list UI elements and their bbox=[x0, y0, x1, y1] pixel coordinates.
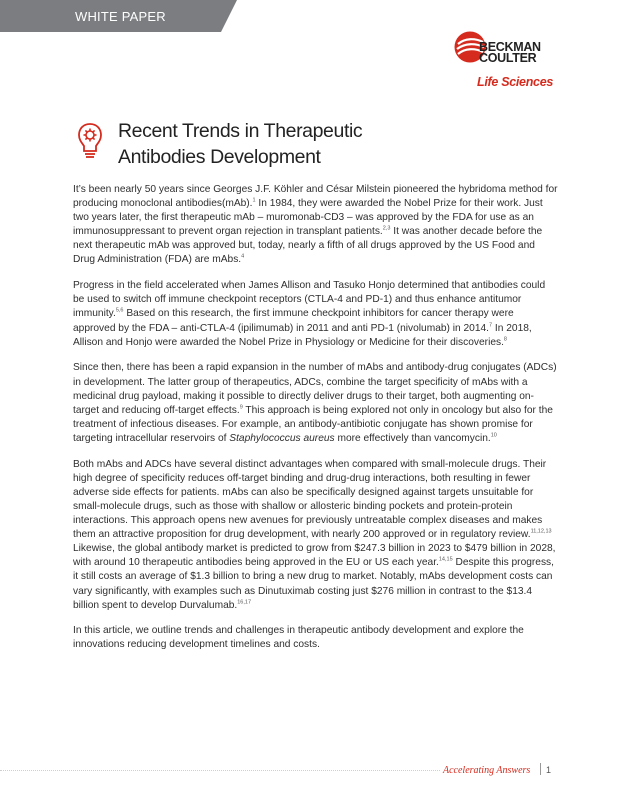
body-paragraph bbox=[73, 183, 558, 268]
footer-tagline: Accelerating Answers bbox=[443, 765, 531, 776]
citation-reference: 5,6 bbox=[115, 308, 124, 315]
page-title bbox=[118, 118, 418, 170]
paragraph-text: In 1984, they were awarded the Nobel Prize for their work. Just two years later, the first therapeutic mAb – muromonab-CD3 – was approved by the FDA for use as an immunosuppressant to prevent organ rejection in transplant patients. bbox=[73, 198, 543, 238]
paragraph-text: Despite this progress, it still costs an average of $1.3 billion to bring a new drug to market. Notably, mAbs development costs can vary significantly, with examples such as Dinutuximab costing just $276 million in contrast to the $13.4 billion spent to develop Durvalumab. bbox=[73, 557, 554, 611]
citation-reference: 14,15 bbox=[438, 556, 453, 563]
footer-separator bbox=[540, 763, 541, 775]
paragraph-text: In this article, we outline trends and challenges in therapeutic antibody development and explore the innovations reducing development timelines and costs. bbox=[73, 625, 524, 651]
paragraph-text: It’s been nearly 50 years since Georges J.F. Köhler and César Milstein pioneered the hybridoma method for producing monoclonal antibodies(mAb). bbox=[73, 184, 558, 210]
logo-wordmark-line1: BECKMAN bbox=[479, 40, 541, 54]
citation-reference: 7 bbox=[489, 322, 493, 329]
paragraph-text: Based on this research, the first immune checkpoint inhibitors for cancer therapy were approved by the FDA – anti-CTLA-4 (ipilimumab) in 2011 and anti PD-1 (nivolumab) in 2014. bbox=[73, 308, 514, 334]
body-paragraph bbox=[73, 458, 558, 613]
paragraph-text: In 2018, Allison and Honjo were awarded the Nobel Prize in Physiology or Medicine for their discoveries. bbox=[73, 322, 532, 348]
paragraph-text: Both mAbs and ADCs have several distinct advantages when compared with small-molecule drugs. Their high degree of specificity reduces off-target binding and drug-drug interactions, both resulting in fewer adverse side effects for patients. mAbs can also be specifically designed against targets unsuitable for small-molecule drugs, such as those with shallow or allosteric binding pockets and protein-protein interactions. This approach opens new avenues for previously untreatable complex diseases and makes them an attractive proposition for drug development, with nearly 200 approved or in regulatory review. bbox=[73, 458, 547, 541]
citation-reference: 2,3 bbox=[382, 225, 391, 232]
brand-logo bbox=[453, 30, 553, 92]
article-body bbox=[73, 183, 558, 664]
paragraph-text: more effectively than vancomycin. bbox=[334, 432, 491, 444]
title-line-2: Antibodies Development bbox=[118, 146, 321, 168]
citation-reference: 9 bbox=[239, 404, 243, 411]
paragraph-text: Progress in the field accelerated when James Allison and Tasuko Honjo determined that antibodies could be used to switch off immune checkpoint receptors (CTLA-4 and PD-1) and thus enhance antitumor immunity. bbox=[73, 280, 546, 320]
logo-subtitle: Life Sciences bbox=[477, 75, 554, 89]
citation-reference: 11,12,13 bbox=[530, 528, 552, 535]
paragraph-text: This approach is being explored not only in oncology but also for the treatment of infectious diseases. For example, an antibody-antibiotic conjugate has shown promise for targeting intracellular reservoirs of bbox=[73, 404, 553, 444]
citation-reference: 10 bbox=[490, 432, 497, 439]
citation-reference: 8 bbox=[503, 336, 507, 343]
footer-divider bbox=[0, 770, 440, 771]
italic-text: Staphylococcus aureus bbox=[229, 432, 335, 444]
title-line-1: Recent Trends in Therapeutic bbox=[118, 120, 363, 142]
page-number: 1 bbox=[546, 765, 552, 775]
body-paragraph bbox=[73, 279, 558, 349]
body-paragraph bbox=[73, 624, 558, 652]
document-type-banner bbox=[0, 0, 221, 32]
body-paragraph bbox=[73, 361, 558, 446]
paragraph-text: Likewise, the global antibody market is predicted to grow from $247.3 billion in 2023 to $479 billion in 2028, with around 10 therapeutic antibodies being approved in the EU or US each year. bbox=[73, 543, 556, 569]
banner-label: WHITE PAPER bbox=[75, 9, 166, 24]
citation-reference: 1 bbox=[252, 197, 256, 204]
logo-wordmark-line2: COULTER bbox=[479, 51, 537, 65]
lightbulb-gear-icon bbox=[77, 122, 103, 162]
paragraph-text: It was another decade before the next therapeutic mAb was approved but, today, nearly a fifth of all drugs approved by the US Food and Drug Administration (FDA) are mAbs. bbox=[73, 226, 543, 266]
citation-reference: 16,17 bbox=[237, 599, 251, 606]
paragraph-text: Since then, there has been a rapid expansion in the number of mAbs and antibody-drug conjugates (ADCs) in development. The latter group of therapeutics, ADCs, combine the target specificity of mAbs with a medicinal drug payload, making it possible to directly deliver drugs to their target, both augmenting on-target and reducing off-target effects. bbox=[73, 362, 557, 416]
citation-reference: 4 bbox=[241, 254, 245, 261]
